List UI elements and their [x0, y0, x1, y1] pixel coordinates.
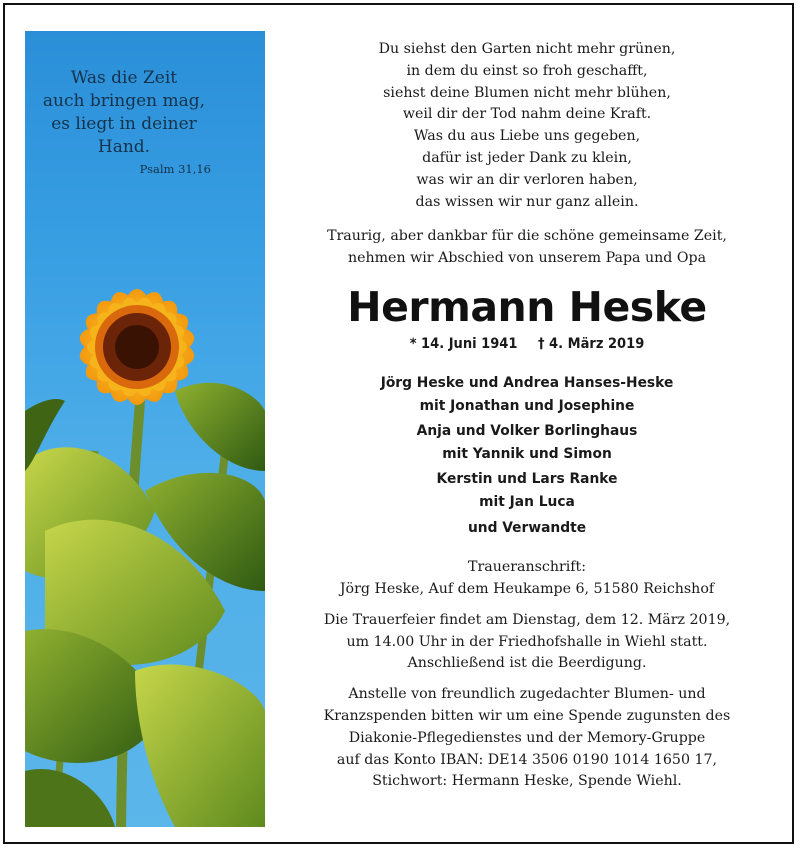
- deceased-name: Hermann Heske: [347, 282, 707, 331]
- mourner-group: [277, 517, 777, 540]
- mourner-line: mit Yannik und Simon: [442, 445, 612, 462]
- address-line: Jörg Heske, Auf dem Heukampe 6, 51580 Reichshof: [339, 580, 715, 597]
- birth-date: * 14. Juni 1941: [409, 335, 518, 352]
- ceremony-line: um 14.00 Uhr in der Friedhofshalle in Wiehl statt.: [346, 633, 708, 650]
- mourner-line: mit Jan Luca: [479, 493, 575, 510]
- poem-line: siehst deine Blumen nicht mehr blühen,: [383, 84, 671, 101]
- psalm-line: auch bringen mag,: [42, 91, 206, 111]
- poem-line: dafür ist jeder Dank zu klein,: [422, 149, 632, 166]
- poem-line: Du siehst den Garten nicht mehr grünen,: [378, 41, 676, 57]
- poem: [277, 39, 777, 213]
- donation-line: Diakonie-Pflegedienstes und der Memory-Gruppe: [348, 729, 706, 746]
- address-heading: Traueranschrift:: [467, 559, 587, 576]
- life-dates: [277, 333, 777, 355]
- psalm-line: es liegt in deiner Hand.: [51, 114, 197, 157]
- mourner-line: Anja und Volker Borlinghaus: [416, 423, 638, 440]
- poem-line: das wissen wir nur ganz allein.: [415, 193, 639, 210]
- ceremony-line: Die Trauerfeier findet am Dienstag, dem 12. März 2019,: [323, 611, 731, 628]
- mourner-group: [277, 420, 777, 465]
- intro-line: nehmen wir Abschied von unserem Papa und Opa: [347, 250, 707, 267]
- donation-line: Stichwort: Hermann Heske, Spende Wiehl.: [372, 773, 682, 790]
- obituary-text-column: [277, 39, 777, 802]
- donation-line: Kranzspenden bitten wir um eine Spende zugunsten des: [323, 707, 731, 724]
- donation-request: [277, 684, 777, 793]
- mourner-group: [277, 372, 777, 417]
- farewell-intro: [277, 226, 777, 270]
- poem-line: was wir an dir verloren haben,: [416, 171, 638, 188]
- mourners-list: [277, 372, 777, 539]
- death-date: † 4. März 2019: [538, 335, 645, 352]
- poem-line: in dem du einst so froh geschafft,: [406, 62, 648, 79]
- donation-line: auf das Konto IBAN: DE14 3506 0190 1014 1650 17,: [336, 751, 718, 768]
- mourner-line: und Verwandte: [467, 519, 587, 536]
- ceremony-details: [277, 610, 777, 675]
- mourner-line: Jörg Heske und Andrea Hanses-Heske: [380, 374, 674, 391]
- mourner-group: [277, 468, 777, 513]
- mourning-address: [277, 557, 777, 601]
- psalm-line: Was die Zeit: [70, 68, 178, 88]
- poem-line: Was du aus Liebe uns gegeben,: [413, 128, 641, 145]
- mourner-line: Kerstin und Lars Ranke: [436, 471, 618, 488]
- psalm-reference: Psalm 31,16: [139, 162, 211, 176]
- ceremony-line: Anschließend ist die Beerdigung.: [407, 655, 647, 672]
- mourner-line: mit Jonathan und Josephine: [419, 397, 635, 414]
- psalm-quote: [25, 67, 265, 176]
- donation-line: Anstelle von freundlich zugedachter Blumen- und: [348, 686, 706, 703]
- obituary-frame: [3, 3, 794, 844]
- funeral-information: [277, 557, 777, 793]
- sunflower-photo: [25, 31, 265, 827]
- poem-line: weil dir der Tod nahm deine Kraft.: [402, 106, 652, 123]
- intro-line: Traurig, aber dankbar für die schöne gemeinsame Zeit,: [327, 228, 727, 245]
